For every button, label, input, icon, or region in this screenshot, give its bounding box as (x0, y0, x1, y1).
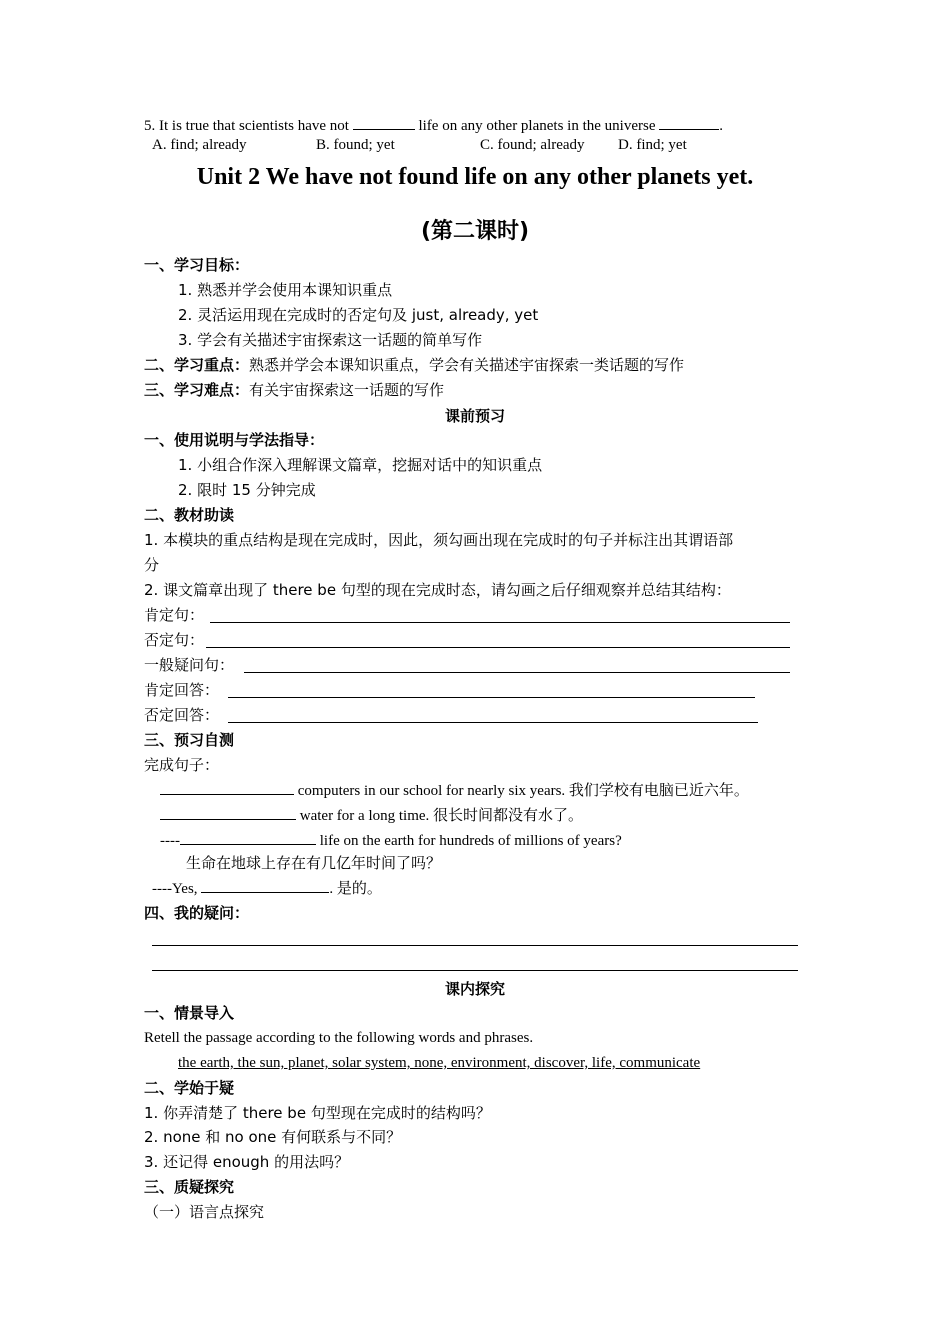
guide-item: 1. 小组合作深入理解课文篇章，挖掘对话中的知识重点 (178, 456, 543, 474)
reading-heading: 二、教材助读 (144, 506, 235, 524)
answer-line[interactable] (206, 647, 790, 648)
field-label: 否定回答： (144, 706, 220, 724)
sentence-1: computers in our school for nearly six years. 我们学校有电脑已近六年。 (160, 780, 749, 801)
doubt-item: 1. 你弄清楚了 there be 句型现在完成时的结构吗？ (144, 1104, 491, 1122)
option-a: A. find; already (152, 137, 247, 153)
goal-item: 3. 学会有关描述宇宙探索这一话题的简单写作 (178, 331, 483, 349)
goals-heading: 一、学习目标： (144, 256, 250, 274)
field-label: 一般疑问句： (144, 656, 235, 674)
sentence-2: water for a long time. 很长时间都没有水了。 (160, 805, 583, 826)
option-b: B. found; yet (316, 137, 395, 153)
intro-text: Retell the passage according to the following words and phrases. (144, 1030, 534, 1046)
page-subtitle: (第二课时) (420, 219, 530, 244)
explore-sub: （一）语言点探究 (144, 1203, 265, 1221)
guide-heading: 一、使用说明与学法指导： (144, 431, 325, 449)
goal-item: 1. 熟悉并学会使用本课知识重点 (178, 281, 393, 299)
reading-text: 1. 本模块的重点结构是现在完成时，因此，须勾画出现在完成时的句子并标注出其谓语部 (144, 531, 734, 549)
word-list: the earth, the sun, planet, solar system, none, environment, discover, life, communicate (178, 1055, 701, 1071)
answer-line[interactable] (210, 622, 790, 623)
blank[interactable] (201, 878, 329, 893)
field-label: 否定句： (144, 631, 205, 649)
blank[interactable] (180, 830, 316, 845)
doubt-heading: 二、学始于疑 (144, 1079, 235, 1097)
intro-heading: 一、情景导入 (144, 1004, 235, 1022)
field-label: 肯定回答： (144, 681, 220, 699)
blank[interactable] (160, 780, 294, 795)
sentence-4: ----Yes, . 是的。 (152, 878, 382, 899)
questions-heading: 四、我的疑问： (144, 904, 250, 922)
sentence-3-translation: 生命在地球上存在有几亿年时间了吗？ (186, 854, 442, 872)
doubt-item: 2. none 和 no one 有何联系与不同？ (144, 1128, 402, 1146)
reading-text: 分 (144, 556, 160, 574)
selftest-intro: 完成句子： (144, 756, 220, 774)
answer-line[interactable] (244, 672, 790, 673)
option-d: D. find; yet (618, 137, 687, 153)
blank[interactable] (160, 805, 296, 820)
answer-line[interactable] (152, 945, 798, 946)
explore-heading: 三、质疑探究 (144, 1178, 235, 1196)
difficult-points: 三、学习难点：有关宇宙探索这一话题的写作 (144, 381, 445, 399)
doubt-item: 3. 还记得 enough 的用法吗？ (144, 1153, 350, 1171)
field-label: 肯定句： (144, 606, 205, 624)
section-inclass: 课内探究 (444, 980, 505, 998)
selftest-heading: 三、预习自测 (144, 731, 235, 749)
answer-line[interactable] (228, 697, 755, 698)
section-preview: 课前预习 (444, 407, 505, 425)
answer-line[interactable] (228, 722, 758, 723)
goal-item: 2. 灵活运用现在完成时的否定句及 just, already, yet (178, 306, 539, 324)
page-title: Unit 2 We have not found life on any other planets yet. (196, 164, 754, 190)
reading-text: 2. 课文篇章出现了 there be 句型的现在完成时态，请勾画之后仔细观察并总结其结构： (144, 581, 731, 599)
guide-item: 2. 限时 15 分钟完成 (178, 481, 316, 499)
option-c: C. found; already (480, 137, 585, 153)
sentence-3: ---- life on the earth for hundreds of millions of years? (160, 830, 622, 851)
answer-line[interactable] (152, 970, 798, 971)
key-points: 二、学习重点：熟悉并学会本课知识重点，学会有关描述宇宙探索一类话题的写作 (144, 356, 685, 374)
question-5: 5. It is true that scientists have not life on any other planets in the universe . (144, 115, 723, 136)
